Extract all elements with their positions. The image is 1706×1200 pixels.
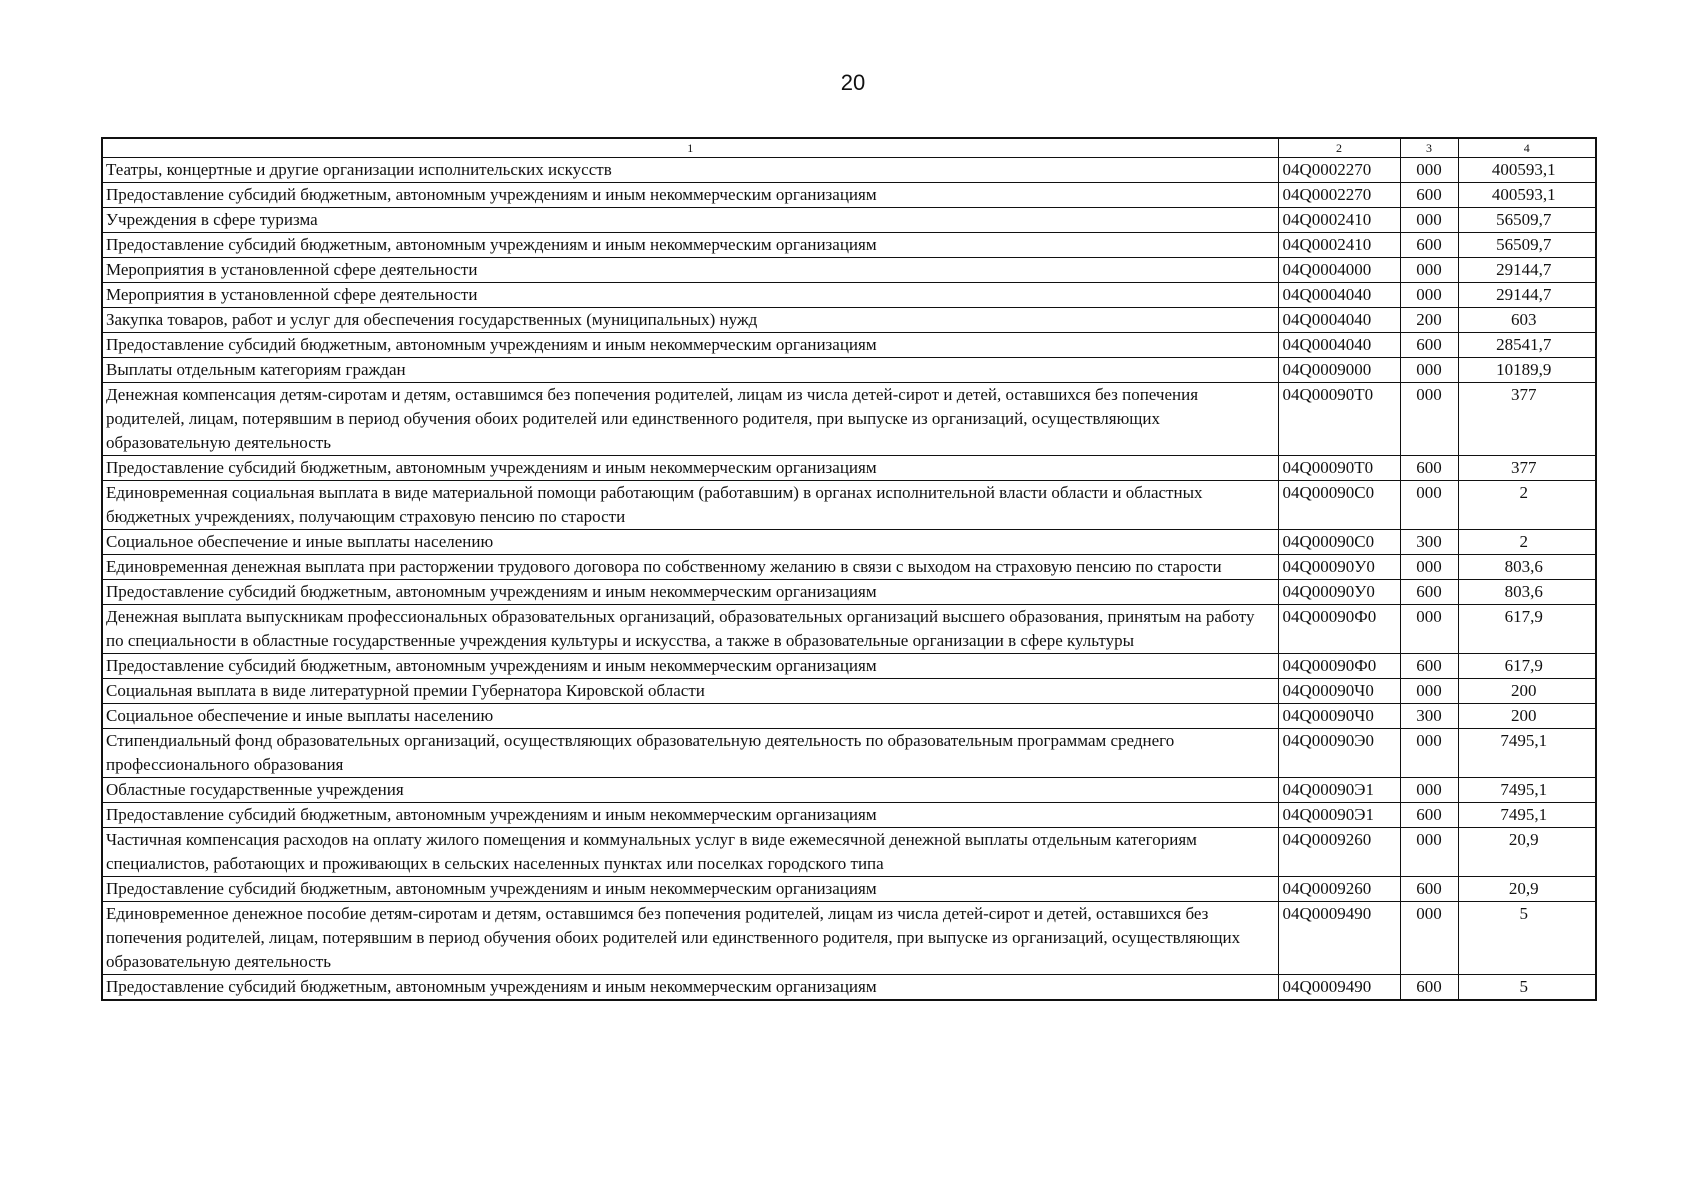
row-code-cell: 04Q0009260 <box>1278 828 1400 877</box>
row-type-cell: 600 <box>1400 803 1458 828</box>
row-name-cell: Областные государственные учреждения <box>102 778 1278 803</box>
row-type-cell: 000 <box>1400 902 1458 975</box>
row-name-cell: Частичная компенсация расходов на оплату жилого помещения и коммунальных услуг в виде ежемесячной денежной выплаты отдельным категориям специалистов, работающих и проживающих в сельских населенных пунктах или поселках городского типа <box>102 828 1278 877</box>
row-type-cell: 300 <box>1400 530 1458 555</box>
row-code-cell: 04Q00090Т0 <box>1278 383 1400 456</box>
row-sum-cell: 10189,9 <box>1458 358 1596 383</box>
table-row <box>102 975 1596 1001</box>
row-type-cell: 600 <box>1400 654 1458 679</box>
table-row <box>102 308 1596 333</box>
row-name-cell: Денежная выплата выпускникам профессиональных образовательных организаций, образовательных организаций высшего образования, принятым на работу по специальности в областные государственные учреждения культуры и искусства, а также в образовательные организации в сфере культуры <box>102 605 1278 654</box>
table-row <box>102 778 1596 803</box>
row-code-cell: 04Q0004040 <box>1278 283 1400 308</box>
row-name-cell: Социальное обеспечение и иные выплаты населению <box>102 704 1278 729</box>
table-row <box>102 580 1596 605</box>
table-row <box>102 183 1596 208</box>
row-name-cell: Предоставление субсидий бюджетным, автономным учреждениям и иным некоммерческим организациям <box>102 333 1278 358</box>
row-type-cell: 300 <box>1400 704 1458 729</box>
row-code-cell: 04Q0002410 <box>1278 233 1400 258</box>
row-type-cell: 000 <box>1400 283 1458 308</box>
table-body <box>102 158 1596 1001</box>
row-code-cell: 04Q00090Э1 <box>1278 778 1400 803</box>
table-row <box>102 456 1596 481</box>
row-type-cell: 000 <box>1400 383 1458 456</box>
row-sum-cell: 377 <box>1458 383 1596 456</box>
row-type-cell: 200 <box>1400 308 1458 333</box>
row-sum-cell: 5 <box>1458 975 1596 1001</box>
row-code-cell: 04Q00090Ч0 <box>1278 679 1400 704</box>
header-col-code: 2 <box>1278 138 1400 158</box>
row-name-cell: Единовременное денежное пособие детям-сиротам и детям, оставшимся без попечения родителей, лицам из числа детей-сирот и детей, оставшихся без попечения родителей, лицам, потерявшим в период обучения обоих родителей или единственного родителя, при выпуске из организаций, осуществляющих образовательную деятельность <box>102 902 1278 975</box>
row-sum-cell: 20,9 <box>1458 828 1596 877</box>
row-name-cell: Социальная выплата в виде литературной премии Губернатора Кировской области <box>102 679 1278 704</box>
row-sum-cell: 200 <box>1458 679 1596 704</box>
table-row <box>102 729 1596 778</box>
row-type-cell: 000 <box>1400 158 1458 183</box>
row-sum-cell: 400593,1 <box>1458 158 1596 183</box>
table-row <box>102 158 1596 183</box>
page-number: 20 <box>840 70 866 95</box>
row-name-cell: Предоставление субсидий бюджетным, автономным учреждениям и иным некоммерческим организациям <box>102 233 1278 258</box>
row-code-cell: 04Q0009260 <box>1278 877 1400 902</box>
row-code-cell: 04Q00090У0 <box>1278 555 1400 580</box>
table-row <box>102 530 1596 555</box>
row-sum-cell: 377 <box>1458 456 1596 481</box>
row-name-cell: Выплаты отдельным категориям граждан <box>102 358 1278 383</box>
table-row <box>102 358 1596 383</box>
row-type-cell: 000 <box>1400 258 1458 283</box>
row-type-cell: 600 <box>1400 456 1458 481</box>
row-name-cell: Денежная компенсация детям-сиротам и детям, оставшимся без попечения родителей, лицам из числа детей-сирот и детей, оставшихся без попечения родителей, лицам, потерявшим в период обучения обоих родителей или единственного родителя, при выпуске из организаций, осуществляющих образовательную деятельность <box>102 383 1278 456</box>
row-type-cell: 600 <box>1400 975 1458 1001</box>
table-row <box>102 828 1596 877</box>
row-sum-cell: 7495,1 <box>1458 778 1596 803</box>
table-row <box>102 283 1596 308</box>
row-type-cell: 000 <box>1400 555 1458 580</box>
row-sum-cell: 29144,7 <box>1458 258 1596 283</box>
row-code-cell: 04Q00090У0 <box>1278 580 1400 605</box>
row-code-cell: 04Q00090Т0 <box>1278 456 1400 481</box>
table-row <box>102 704 1596 729</box>
table-row <box>102 208 1596 233</box>
budget-table <box>101 137 1597 1001</box>
row-code-cell: 04Q0002270 <box>1278 158 1400 183</box>
row-name-cell: Предоставление субсидий бюджетным, автономным учреждениям и иным некоммерческим организациям <box>102 456 1278 481</box>
row-sum-cell: 617,9 <box>1458 605 1596 654</box>
row-sum-cell: 803,6 <box>1458 580 1596 605</box>
header-col-name: 1 <box>102 138 1278 158</box>
row-type-cell: 000 <box>1400 605 1458 654</box>
row-type-cell: 600 <box>1400 877 1458 902</box>
row-name-cell: Театры, концертные и другие организации исполнительских искусств <box>102 158 1278 183</box>
row-sum-cell: 2 <box>1458 530 1596 555</box>
row-type-cell: 000 <box>1400 358 1458 383</box>
row-sum-cell: 603 <box>1458 308 1596 333</box>
row-name-cell: Единовременная денежная выплата при расторжении трудового договора по собственному желанию в связи с выходом на страховую пенсию по старости <box>102 555 1278 580</box>
table-row <box>102 233 1596 258</box>
row-sum-cell: 28541,7 <box>1458 333 1596 358</box>
table-row <box>102 654 1596 679</box>
row-code-cell: 04Q00090Э1 <box>1278 803 1400 828</box>
row-sum-cell: 29144,7 <box>1458 283 1596 308</box>
row-code-cell: 04Q0002410 <box>1278 208 1400 233</box>
header-col-type: 3 <box>1400 138 1458 158</box>
row-name-cell: Закупка товаров, работ и услуг для обеспечения государственных (муниципальных) нужд <box>102 308 1278 333</box>
row-type-cell: 000 <box>1400 778 1458 803</box>
table-row <box>102 803 1596 828</box>
row-sum-cell: 617,9 <box>1458 654 1596 679</box>
row-code-cell: 04Q00090Ф0 <box>1278 654 1400 679</box>
header-row <box>102 138 1596 158</box>
row-name-cell: Стипендиальный фонд образовательных организаций, осуществляющих образовательную деятельность по образовательным программам среднего профессионального образования <box>102 729 1278 778</box>
row-name-cell: Мероприятия в установленной сфере деятельности <box>102 258 1278 283</box>
row-name-cell: Социальное обеспечение и иные выплаты населению <box>102 530 1278 555</box>
header-col-sum: 4 <box>1458 138 1596 158</box>
row-type-cell: 600 <box>1400 183 1458 208</box>
row-name-cell: Учреждения в сфере туризма <box>102 208 1278 233</box>
row-type-cell: 000 <box>1400 481 1458 530</box>
row-code-cell: 04Q00090Э0 <box>1278 729 1400 778</box>
table-row <box>102 679 1596 704</box>
row-sum-cell: 200 <box>1458 704 1596 729</box>
table-header <box>102 138 1596 158</box>
row-sum-cell: 803,6 <box>1458 555 1596 580</box>
row-name-cell: Предоставление субсидий бюджетным, автономным учреждениям и иным некоммерческим организациям <box>102 580 1278 605</box>
row-name-cell: Единовременная социальная выплата в виде материальной помощи работающим (работавшим) в органах исполнительной власти области и областных бюджетных учреждениях, получающим страховую пенсию по старости <box>102 481 1278 530</box>
table-row <box>102 333 1596 358</box>
table-row <box>102 383 1596 456</box>
row-type-cell: 600 <box>1400 580 1458 605</box>
row-code-cell: 04Q00090Ч0 <box>1278 704 1400 729</box>
row-type-cell: 000 <box>1400 828 1458 877</box>
row-sum-cell: 5 <box>1458 902 1596 975</box>
table-row <box>102 258 1596 283</box>
row-sum-cell: 7495,1 <box>1458 729 1596 778</box>
row-sum-cell: 7495,1 <box>1458 803 1596 828</box>
row-code-cell: 04Q0004000 <box>1278 258 1400 283</box>
row-sum-cell: 2 <box>1458 481 1596 530</box>
row-code-cell: 04Q0002270 <box>1278 183 1400 208</box>
row-code-cell: 04Q0009490 <box>1278 902 1400 975</box>
table-row <box>102 481 1596 530</box>
row-code-cell: 04Q00090С0 <box>1278 481 1400 530</box>
row-type-cell: 600 <box>1400 333 1458 358</box>
row-name-cell: Мероприятия в установленной сфере деятельности <box>102 283 1278 308</box>
row-code-cell: 04Q0004040 <box>1278 308 1400 333</box>
table-row <box>102 605 1596 654</box>
row-name-cell: Предоставление субсидий бюджетным, автономным учреждениям и иным некоммерческим организациям <box>102 183 1278 208</box>
row-sum-cell: 20,9 <box>1458 877 1596 902</box>
row-code-cell: 04Q00090Ф0 <box>1278 605 1400 654</box>
row-code-cell: 04Q0009490 <box>1278 975 1400 1001</box>
row-type-cell: 600 <box>1400 233 1458 258</box>
row-type-cell: 000 <box>1400 679 1458 704</box>
row-type-cell: 000 <box>1400 729 1458 778</box>
row-name-cell: Предоставление субсидий бюджетным, автономным учреждениям и иным некоммерческим организациям <box>102 654 1278 679</box>
row-code-cell: 04Q0004040 <box>1278 333 1400 358</box>
row-sum-cell: 56509,7 <box>1458 208 1596 233</box>
row-sum-cell: 56509,7 <box>1458 233 1596 258</box>
table-row <box>102 555 1596 580</box>
table-row <box>102 877 1596 902</box>
row-sum-cell: 400593,1 <box>1458 183 1596 208</box>
row-type-cell: 000 <box>1400 208 1458 233</box>
row-code-cell: 04Q00090С0 <box>1278 530 1400 555</box>
table-row <box>102 902 1596 975</box>
row-name-cell: Предоставление субсидий бюджетным, автономным учреждениям и иным некоммерческим организациям <box>102 975 1278 1001</box>
row-code-cell: 04Q0009000 <box>1278 358 1400 383</box>
row-name-cell: Предоставление субсидий бюджетным, автономным учреждениям и иным некоммерческим организациям <box>102 877 1278 902</box>
row-name-cell: Предоставление субсидий бюджетным, автономным учреждениям и иным некоммерческим организациям <box>102 803 1278 828</box>
